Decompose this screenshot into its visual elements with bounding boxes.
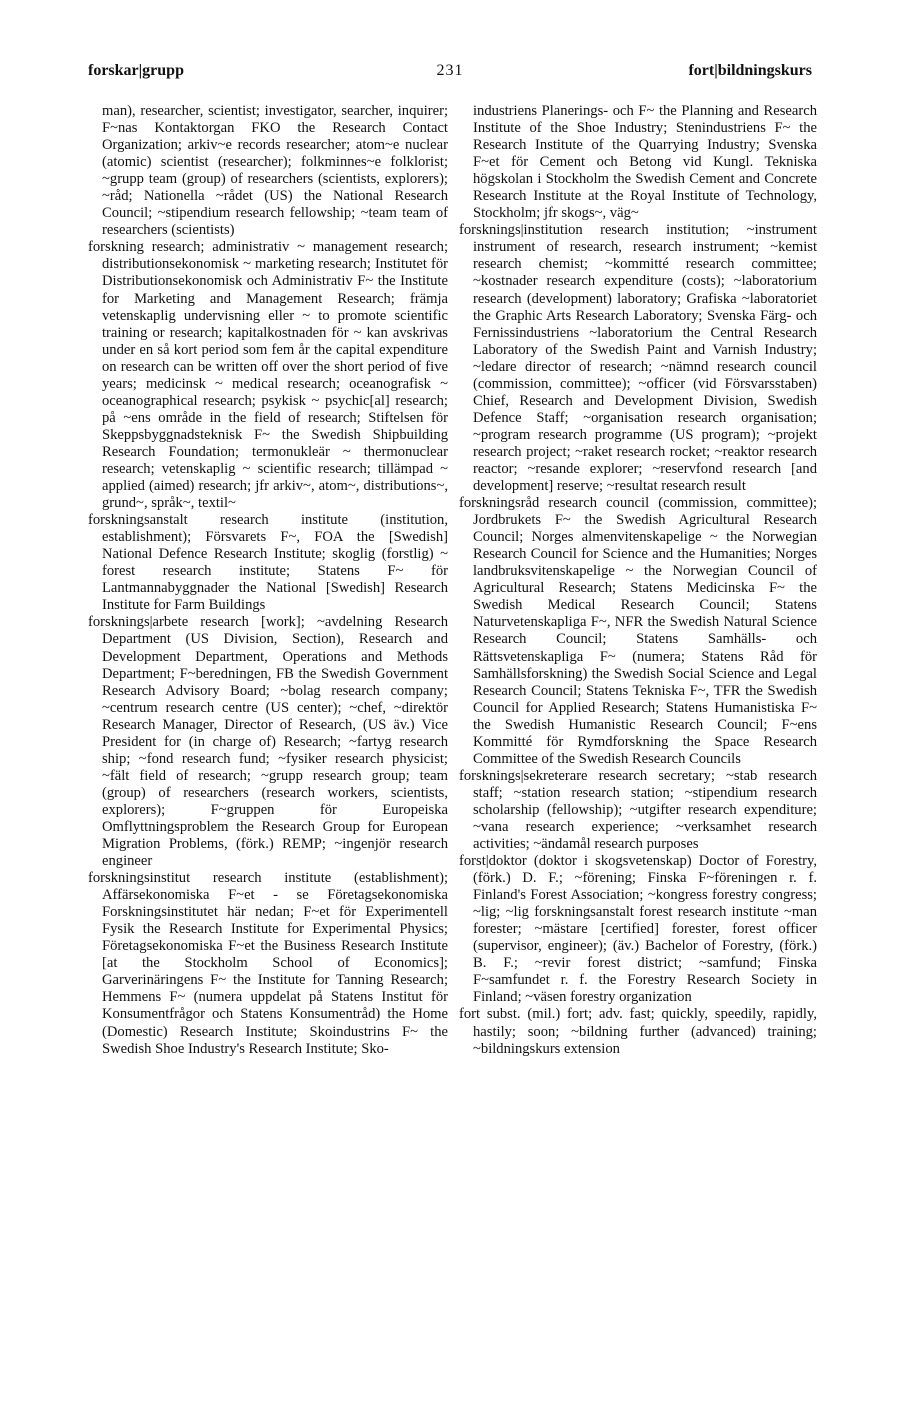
page-number: 231: [436, 62, 464, 79]
left-column: [88, 103, 448, 1058]
right-guide-word: fort|bildningskurs: [688, 62, 812, 79]
dictionary-entry: man), researcher, scientist; investigator, searcher, inquirer; F~nas Kontaktorgan FKO the Research Contact Organization; arkiv~e records researcher; atom~e nuclear (atomic) scientist (researcher); folkminnes~e folklorist; ~grupp team (group) of researchers (scientists, explorers); ~råd; Nationella ~rådet (US) the National Research Council; ~stipendium research fellowship; ~team team of researchers (scientists): [102, 103, 448, 239]
dictionary-entry: forsknings|institution research institution; ~instrument instrument of research, research instrument; ~kemist research chemist; ~kommitté research committee; ~kostnader research expenditure (costs); ~laboratorium research (development) laboratory; Grafiska ~laboratoriet the Graphic Arts Research Laboratory; Svenska Färg- och Fernissindustriens ~laboratorium the Central Research Laboratory of the Swedish Paint and Varnish Industry; ~ledare director of research; ~nämnd research council (commission, committee); ~officer (vid Försvarsstaben) Chief, Research and Development Division, Swedish Defence Staff; ~organisation research organisation; ~program research programme (US program); ~projekt research project; ~raket research rocket; ~reaktor research reactor; ~resande explorer; ~reservfond research [and development] reserve; ~resultat research result: [459, 222, 817, 495]
dictionary-entry: forst|doktor (doktor i skogsvetenskap) Doctor of Forestry, (förk.) D. F.; ~förening; Finska F~föreningen r. f. Finland's Forest Association; ~kongress forestry congress; ~lig; ~lig forskningsanstalt forest research institute ~man forester; ~mästare [certified] forester, forest officer (supervisor, engineer); (äv.) Bachelor of Forestry, (förk.) B. F.; ~revir forest district; ~samfund; Finska F~samfundet r. f. the Forestry Research Society in Finland; ~väsen forestry organization: [459, 853, 817, 1006]
dictionary-entry: industriens Planerings- och F~ the Planning and Research Institute of the Shoe Industry; Stenindustriens F~ the Research Institute of the Quarrying Industry; Svenska F~et för Cement och Betong vid Kungl. Tekniska högskolan i Stockholm the Swedish Cement and Concrete Research Institute at the Royal Institute of Technology, Stockholm; jfr skogs~, väg~: [473, 103, 817, 222]
right-column: [459, 103, 817, 1058]
dictionary-entry: forskningsanstalt research institute (institution, establishment); Försvarets F~, FOA the [Swedish] National Defence Research Institute; skoglig (forstlig) ~ forest research institute; Statens F~ för Lantmannabyggnader the National [Swedish] Research Institute for Farm Buildings: [88, 512, 448, 614]
page-header: [88, 62, 812, 86]
left-guide-word: forskar|grupp: [88, 62, 184, 79]
dictionary-entry: fort subst. (mil.) fort; adv. fast; quickly, speedily, rapidly, hastily; soon; ~bildning further (advanced) training; ~bildningskurs extension: [459, 1006, 817, 1057]
dictionary-entry: forskning research; administrativ ~ management research; distributionsekonomisk ~ marketing research; Institutet för Distributionsekonomisk och Administrativ F~ the Institute for Marketing and Management Research; främja vetenskaplig undervisning eller ~ to promote scientific training or research; kapitalkostnaden för ~ kan avskrivas under en så kort period som fem år the capital expenditure on research can be written off over the short period of five years; medicinsk ~ medical research; oceanografisk ~ oceanographical research; psykisk ~ psychic[al] research; på ~ens område in the field of research; Stiftelsen för Skeppsbyggnadsteknisk F~ the Swedish Shipbuilding Research Foundation; termonukleär ~ thermonuclear research; vetenskaplig ~ scientific research; tillämpad ~ applied (aimed) research; jfr arkiv~, atom~, distributions~, grund~, språk~, textil~: [88, 239, 448, 512]
dictionary-entry: forskningsinstitut research institute (establishment); Affärsekonomiska F~et - se Företagsekonomiska Forskningsinstitutet här nedan; F~et för Experimentell Fysik the Research Institute for Experimental Physics; Företagsekonomiska F~et the Business Research Institute [at the Stockholm School of Economics]; Garverinäringens F~ the Institute for Tanning Research; Hemmens F~ (numera uppdelat på Statens Institut för Konsumentfrågor och Statens Konsumentråd) the Home (Domestic) Research Institute; Skoindustrins F~ the Swedish Shoe Industry's Research Institute; Sko-: [88, 870, 448, 1057]
dictionary-entry: forsknings|sekreterare research secretary; ~stab research staff; ~station research station; ~stipendium research scholarship (fellowship); ~utgifter research expenditure; ~vana research experience; ~verksamhet research activities; ~ändamål research purposes: [459, 767, 817, 853]
dictionary-entry: forsknings|arbete research [work]; ~avdelning Research Department (US Division, Section), Research and Development Department, Operations and Methods Department; F~beredningen, FB the Swedish Government Research Advisory Board; ~bolag research company; ~centrum research centre (US center); ~chef, ~direktör Research Manager, Director of Research, (US äv.) Vice President for (in charge of) Research; ~fartyg research ship; ~fond research fund; ~fysiker research physicist; ~fält field of research; ~grupp research group; team (group) of researchers (research workers, scientists, explorers); F~gruppen för Europeiska Omflyttningsproblem the Research Group for European Migration Problems, (förk.) REMP; ~ingenjör research engineer: [88, 614, 448, 870]
dictionary-entry: forskningsråd research council (commission, committee); Jordbrukets F~ the Swedish Agricultural Research Council; Norges almenvitenskapelige ~ the Norwegian Research Council for Science and the Humanities; Norges landbruksvitenskapelige ~ the Norwegian Council of Agricultural Research; Statens Medicinska F~ the Swedish Medical Research Council; Statens Naturvetenskapliga F~, NFR the Swedish Natural Science Research Council; Statens Samhälls- och Rättsvetenskapliga F~ (numera; Statens Råd för Samhällsforskning) the Swedish Social Science and Legal Research Council; Statens Tekniska F~, TFR the Swedish Council for Applied Research; Statens Humanistiska F~ the Swedish Humanistic Research Council; F~ens Kommitté för Rymdforskning the Space Research Committee of the Swedish Research Councils: [459, 495, 817, 767]
